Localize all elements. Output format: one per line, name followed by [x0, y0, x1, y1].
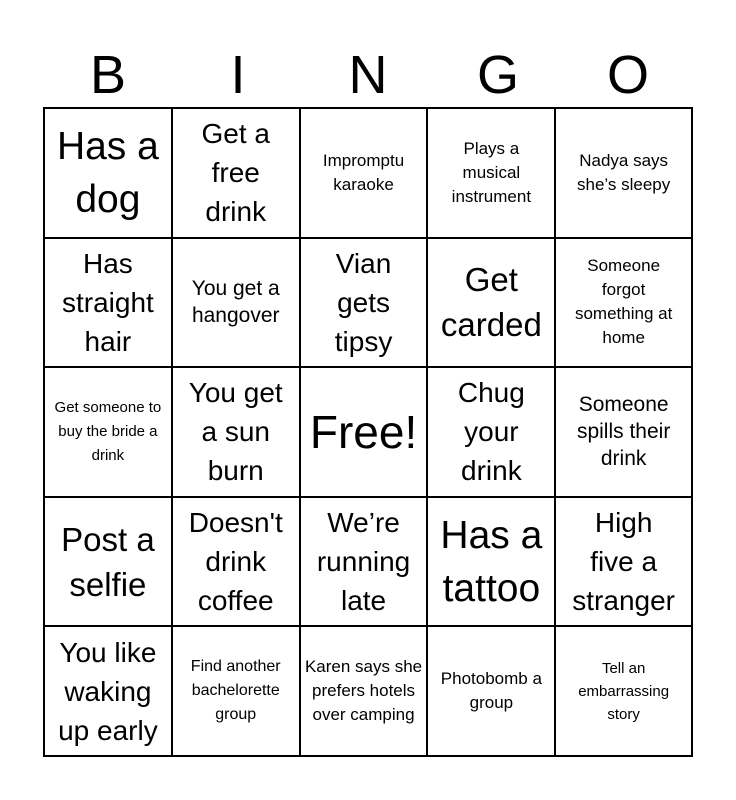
cell-text: Has a tattoo: [440, 513, 543, 610]
bingo-cell[interactable]: [300, 108, 428, 238]
cell-text: Doesn't drink coffee: [188, 507, 283, 617]
cell-text: Someone spills their drink: [576, 393, 671, 471]
bingo-cell[interactable]: [427, 497, 555, 627]
cell-text: Tell an embarrassing story: [578, 659, 670, 723]
cell-text: You like waking up early: [58, 636, 158, 746]
header-letter-n: N: [348, 45, 388, 105]
cell-text: You get a hangover: [191, 277, 280, 328]
bingo-cell[interactable]: [555, 626, 692, 756]
free-space-text: Free!: [309, 405, 418, 458]
cell-text: Someone forgot something at home: [574, 256, 673, 348]
bingo-cell[interactable]: [300, 626, 428, 756]
cell-text: Get carded: [440, 261, 542, 344]
cell-text: Karen says she prefers hotels over camping: [304, 657, 423, 725]
cell-text: Find another bachelorette group: [190, 658, 281, 724]
bingo-header: [43, 44, 693, 106]
bingo-cell[interactable]: [427, 238, 555, 368]
bingo-cell[interactable]: [555, 108, 692, 238]
cell-text: Impromptu karaoke: [322, 150, 405, 194]
bingo-board: [43, 107, 693, 757]
cell-text: You get a sun burn: [188, 377, 283, 487]
cell-text: Get a free drink: [201, 118, 270, 228]
header-letter-g: G: [476, 45, 519, 105]
cell-text: Nadya says she’s sleepy: [577, 150, 671, 194]
bingo-cell[interactable]: [555, 497, 692, 627]
bingo-cell[interactable]: [300, 497, 428, 627]
bingo-cell[interactable]: [44, 238, 172, 368]
cell-text: Photobomb a group: [440, 669, 542, 713]
bingo-cell[interactable]: [172, 626, 300, 756]
bingo-cell[interactable]: [172, 497, 300, 627]
bingo-cell[interactable]: [44, 497, 172, 627]
cell-text: We’re running late: [316, 507, 411, 617]
bingo-cell[interactable]: [555, 367, 692, 497]
bingo-cell[interactable]: [172, 108, 300, 238]
bingo-cell[interactable]: [555, 238, 692, 368]
free-space-cell[interactable]: [300, 367, 428, 497]
bingo-cell[interactable]: [172, 367, 300, 497]
cell-text: Chug your drink: [457, 377, 525, 487]
cell-text: Has straight hair: [61, 247, 154, 357]
header-letter-b: B: [89, 45, 127, 105]
cell-text: Vian gets tipsy: [334, 247, 393, 357]
bingo-cell[interactable]: [44, 108, 172, 238]
cell-text: Has a dog: [56, 124, 159, 221]
cell-text: Plays a musical instrument: [451, 138, 532, 206]
bingo-cell[interactable]: [44, 626, 172, 756]
cell-text: High five a stranger: [572, 507, 675, 617]
bingo-cell[interactable]: [427, 367, 555, 497]
header-letter-o: O: [606, 45, 649, 105]
bingo-cell[interactable]: [427, 626, 555, 756]
cell-text: Get someone to buy the bride a drink: [54, 398, 162, 464]
bingo-cell[interactable]: [300, 238, 428, 368]
bingo-cell[interactable]: [427, 108, 555, 238]
header-letter-i: I: [230, 45, 246, 105]
bingo-cell[interactable]: [44, 367, 172, 497]
cell-text: Post a selfie: [61, 520, 155, 603]
bingo-cell[interactable]: [172, 238, 300, 368]
